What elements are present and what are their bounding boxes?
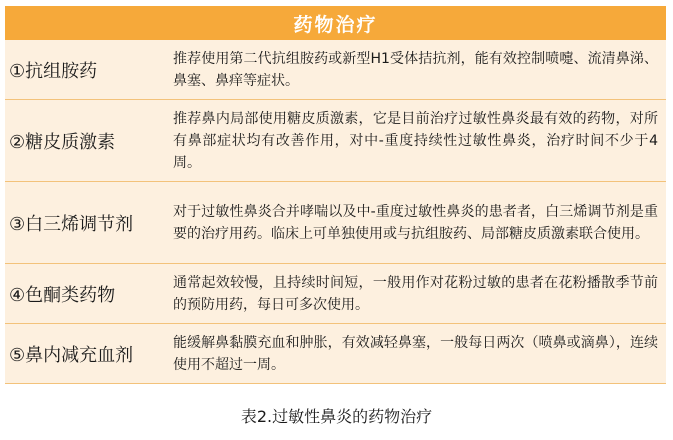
table-row [5,182,666,264]
drug-name: ⑤鼻内减充血剂 [9,344,134,366]
drug-description: 推荐鼻内局部使用糖皮质激素，它是目前治疗过敏性鼻炎最有效的药物，对所有鼻部症状均有改善作用，对中-重度持续性过敏性鼻炎，治疗时间不少于4周。 [173,110,658,171]
drug-description: 通常起效较慢，且持续时间短，一般用作对花粉过敏的患者在花粉播散季节前的预防用药，每日可多次使用。 [173,274,658,313]
drug-name: ③白三烯调节剂 [9,213,134,235]
table-row [5,324,666,384]
drug-treatment-table [5,6,666,384]
drug-description: 能缓解鼻黏膜充血和肿胀，有效减轻鼻塞，一般每日两次（喷鼻或滴鼻），连续使用不超过一周。 [173,334,658,373]
drug-name: ④色酮类药物 [9,284,116,306]
table-row [5,40,666,100]
drug-description: 推荐使用第二代抗组胺药或新型H1受体拮抗剂，能有效控制喷嚏、流清鼻涕、鼻塞、鼻痒等症状。 [173,50,658,89]
table-row [5,100,666,182]
table-caption: 表2.过敏性鼻炎的药物治疗 [240,407,433,426]
drug-description: 对于过敏性鼻炎合并哮喘以及中-重度过敏性鼻炎的患者者，白三烯调节剂是重要的治疗用药。临床上可单独使用或与抗组胺药、局部糖皮质激素联合使用。 [173,203,658,242]
drug-name: ②糖皮质激素 [9,131,116,153]
drug-name: ①抗组胺药 [9,60,98,82]
table-row [5,264,666,324]
table-header: 药物治疗 [5,6,666,40]
